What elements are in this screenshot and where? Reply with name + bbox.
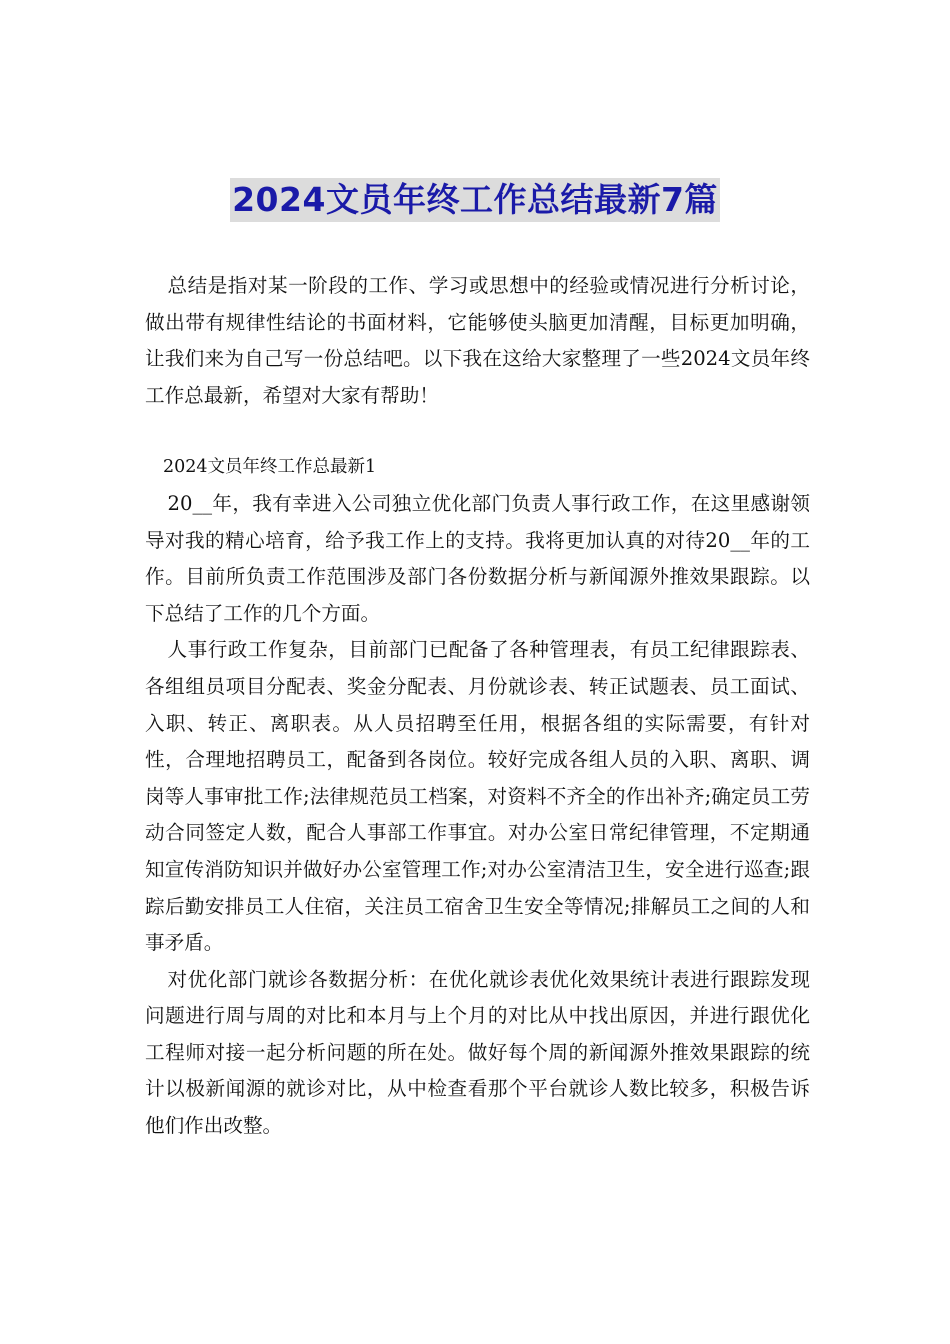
document-title: 2024文员年终工作总结最新7篇 — [230, 178, 720, 222]
body-paragraph-1: 20__年，我有幸进入公司独立优化部门负责人事行政工作，在这里感谢领导对我的精心培育，给予我工作上的支持。我将更加认真的对待20__年的工作。目前所负责工作范围涉及部门各份数据分析与新闻源外推效果跟踪。以下总结了工作的几个方面。 — [145, 491, 810, 625]
section-heading: 2024文员年终工作总最新1 — [163, 457, 377, 478]
intro-paragraph: 总结是指对某一阶段的工作、学习或思想中的经验或情况进行分析讨论，做出带有规律性结论的书面材料，它能够使头脑更加清醒，目标更加明确，让我们来为自己写一份总结吧。以下我在这给大家整理了一些2024文员年终工作总最新，希望对大家有帮助！ — [145, 274, 810, 407]
body-paragraph-3: 对优化部门就诊各数据分析：在优化就诊表优化效果统计表进行跟踪发现问题进行周与周的对比和本月与上个月的对比从中找出原因，并进行跟优化工程师对接一起分析问题的所在处。做好每个周的新闻源外推效果跟踪的统计以极新闻源的就诊对比，从中检查看那个平台就诊人数比较多，积极告诉他们作出改整。 — [145, 967, 810, 1138]
title-container — [0, 178, 950, 222]
document-body — [145, 268, 810, 1145]
body-paragraph-2: 人事行政工作复杂，目前部门已配备了各种管理表，有员工纪律跟踪表、各组组员项目分配表、奖金分配表、月份就诊表、转正试题表、员工面试、入职、转正、离职表。从人员招聘至任用，根据各组的实际需要，有针对性，合理地招聘员工，配备到各岗位。较好完成各组人员的入职、离职、调岗等人事审批工作;法律规范员工档案，对资料不齐全的作出补齐;确定员工劳动合同签定人数，配合人事部工作事宜。对办公室日常纪律管理，不定期通知宣传消防知识并做好办公室管理工作;对办公室清洁卫生，安全进行巡查;跟踪后勤安排员工人住宿，关注员工宿舍卫生安全等情况;排解员工之间的人和事矛盾。 — [145, 638, 810, 955]
